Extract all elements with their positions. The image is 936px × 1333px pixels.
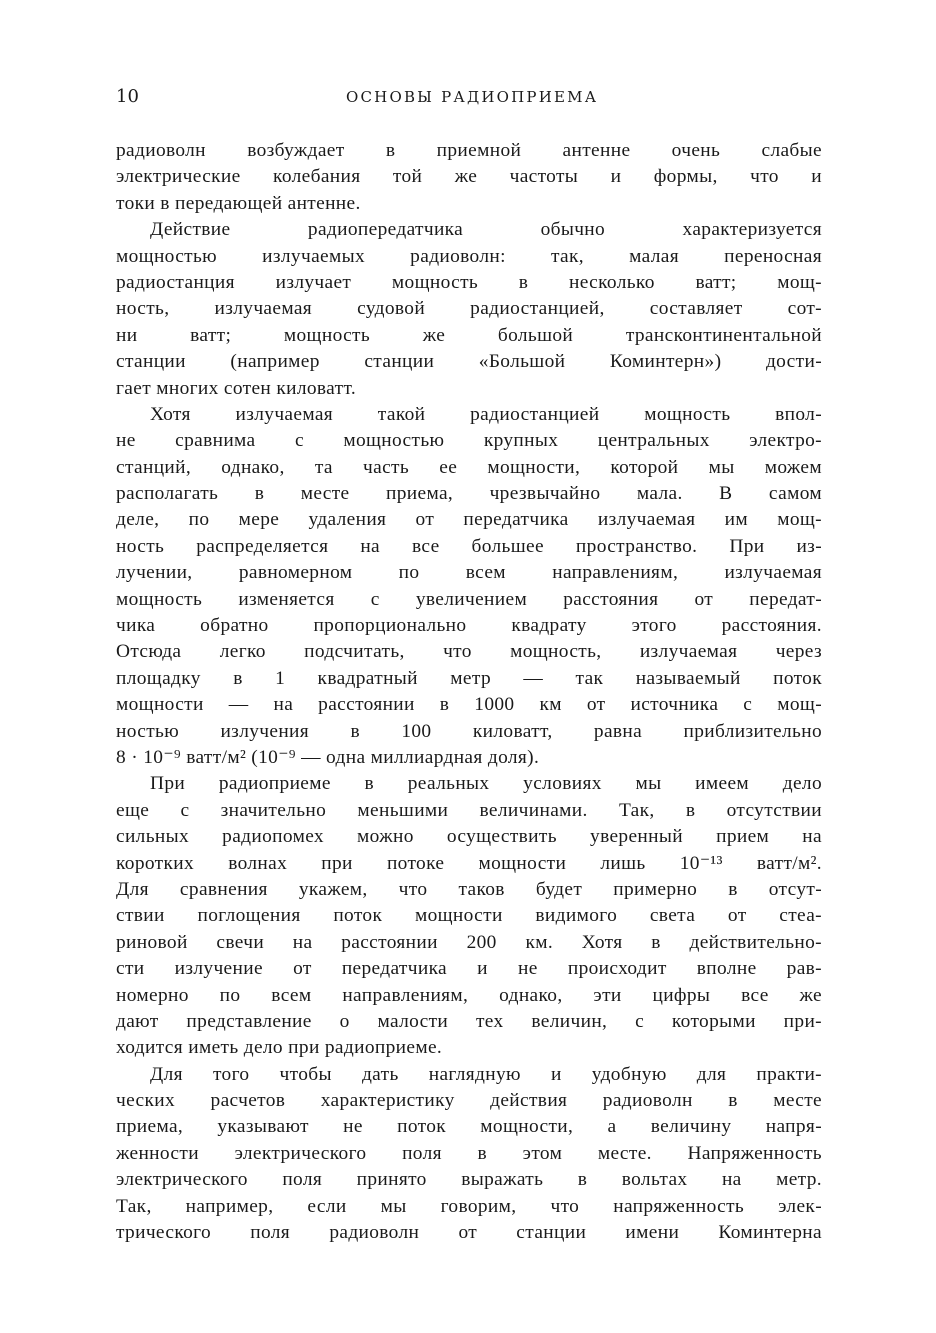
text-line: располагать в месте приема, чрезвычайно мала. В самом xyxy=(116,483,822,505)
body-text xyxy=(116,138,822,1246)
text-line: не сравнима с мощностью крупных центральных электро- xyxy=(116,430,822,452)
text-line: радиоволн возбуждает в приемной антенне очень слабые xyxy=(116,140,822,161)
text-line: электрические колебания той же частоты и формы, что и xyxy=(116,166,822,188)
text-line: Действие радиопередатчика обычно характеризуется xyxy=(150,219,822,241)
text-line: Отсюда легко подсчитать, что мощность, излучаемая через xyxy=(116,641,822,663)
text-line: чика обратно пропорционально квадрату этого расстояния. xyxy=(116,615,822,637)
text-line: Хотя излучаемая такой радиостанцией мощность впол- xyxy=(150,403,822,425)
text-line: деле, по мере удаления от передатчика излучаемая им мощ- xyxy=(116,509,822,531)
text-line: коротких волнах при потоке мощности лишь 10⁻¹³ ватт/м². xyxy=(116,852,822,874)
text-line: ность распределяется на все большее пространство. При из- xyxy=(116,535,822,557)
text-line: ность, излучаемая судовой радиостанцией, составляет сот- xyxy=(116,298,822,320)
text-line: женности электрического поля в этом месте. Напряженность xyxy=(116,1142,822,1164)
text-line: ствии поглощения поток мощности видимого света от стеа- xyxy=(116,905,822,927)
text-line: станций, однако, та часть ее мощности, которой мы можем xyxy=(116,456,822,478)
text-line: мощность изменяется с увеличением расстояния от передат- xyxy=(116,588,822,610)
text-line: ни ватт; мощность же большой трансконтинентальной xyxy=(116,324,822,346)
text-line: площадку в 1 квадратный метр — так называемый поток xyxy=(116,667,822,689)
text-line: токи в передающей антенне. xyxy=(116,192,361,214)
text-line: трического поля радиоволн от станции имени Коминтерна xyxy=(116,1222,822,1244)
text-line: дают представление о малости тех величин, с которыми при- xyxy=(116,1010,822,1032)
text-line: ходится иметь дело при радиоприеме. xyxy=(116,1037,443,1059)
text-line: мощности — на расстоянии в 1000 км от источника с мощ- xyxy=(116,694,822,716)
text-line: 8 · 10⁻⁹ ватт/м² (10⁻⁹ — одна миллиардная доля). xyxy=(116,746,540,768)
text-line: приема, указывают не поток мощности, а величину напря- xyxy=(116,1116,822,1138)
text-line: станции (например станции «Большой Коминтерн») дости- xyxy=(116,351,822,373)
text-line: сти излучение от передатчика и не происходит вполне рав- xyxy=(116,958,822,980)
running-title: ОСНОВЫ РАДИОПРИЕМА xyxy=(346,88,599,106)
text-line: мощностью излучаемых радиоволн: так, малая переносная xyxy=(116,245,822,267)
text-line: еще с значительно меньшими величинами. Так, в отсутствии xyxy=(116,799,822,821)
page-header xyxy=(116,86,822,110)
text-line: ческих расчетов характеристику действия радиоволн в месте xyxy=(116,1090,822,1112)
text-line: радиостанция излучает мощность в несколько ватт; мощ- xyxy=(116,271,822,293)
text-line: номерно по всем направлениям, однако, эти цифры все же xyxy=(116,984,822,1006)
page-number: 10 xyxy=(116,86,139,107)
text-line: Для сравнения укажем, что таков будет примерно в отсут- xyxy=(116,878,822,900)
text-line: лучении, равномерном по всем направлениям, излучаемая xyxy=(116,562,822,584)
text-line: электрического поля принято выражать в вольтах на метр. xyxy=(116,1169,822,1191)
text-line: При радиоприеме в реальных условиях мы имеем дело xyxy=(150,773,822,795)
text-line: Для того чтобы дать наглядную и удобную для практи- xyxy=(150,1063,822,1085)
text-line: ностью излучения в 100 киловатт, равна приблизительно xyxy=(116,720,822,742)
text-line: Так, например, если мы говорим, что напряженность элек- xyxy=(116,1195,822,1217)
text-line: гает многих сотен киловатт. xyxy=(116,377,357,399)
text-line: сильных радиопомех можно осуществить уверенный прием на xyxy=(116,826,822,848)
text-line: риновой свечи на расстоянии 200 км. Хотя в действительно- xyxy=(116,931,822,953)
